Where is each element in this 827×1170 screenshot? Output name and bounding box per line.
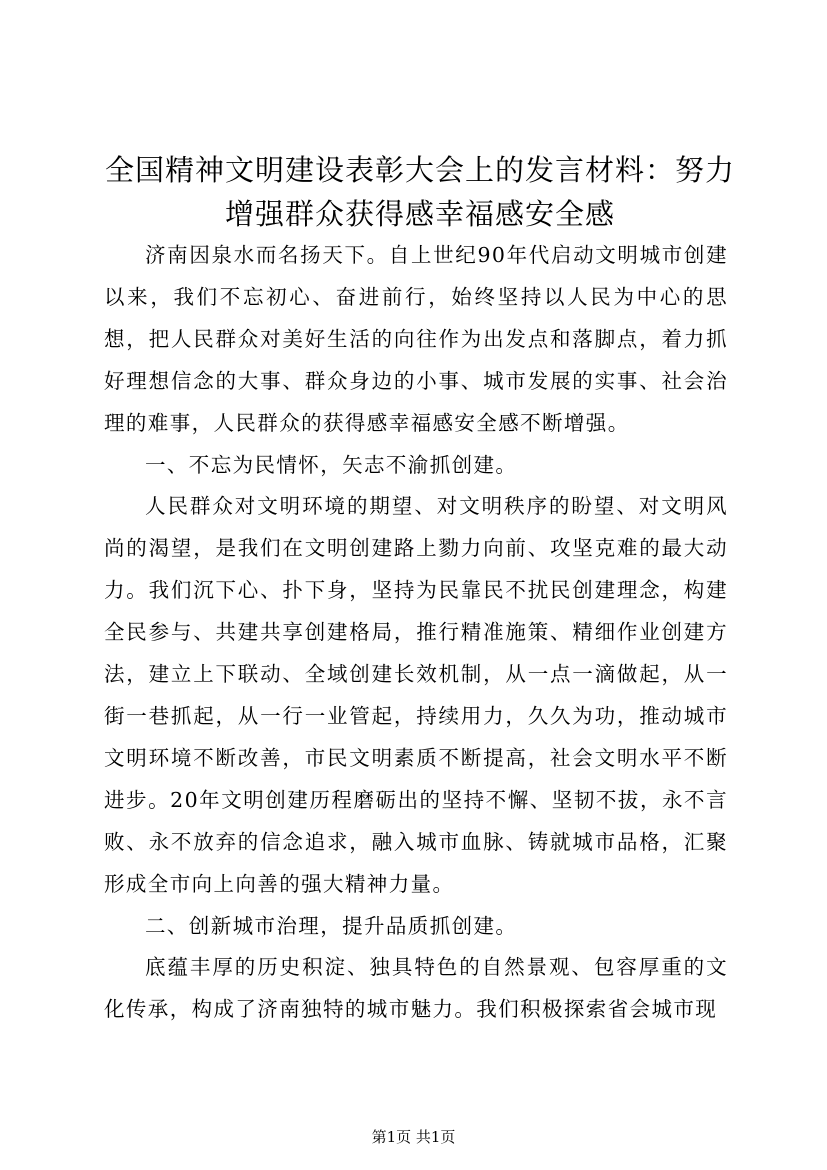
- paragraph-section-2: 底蕴丰厚的历史积淀、独具特色的自然景观、包容厚重的文化传承，构成了济南独特的城市魅力。我们积极探索省会城市现: [104, 955, 728, 1022]
- section-heading-2: 二、创新城市治理，提升品质抓创建。: [145, 913, 518, 938]
- document-body: [104, 235, 728, 1031]
- section-heading-1: 一、不忘为民情怀，矢志不渝抓创建。: [145, 452, 518, 477]
- document-title: 全国精神文明建设表彰大会上的发言材料：努力增强群众获得感幸福感安全感: [104, 153, 735, 231]
- page-footer: 第1页 共1页: [371, 1128, 456, 1146]
- paragraph-section-1: 人民群众对文明环境的期望、对文明秩序的盼望、对文明风尚的渴望，是我们在文明创建路上勠力向前、攻坚克难的最大动力。我们沉下心、扑下身，坚持为民靠民不扰民创建理念，构建全民参与、共建共享创建格局，推行精准施策、精细作业创建方法，建立上下联动、全域创建长效机制，从一点一滴做起，从一街一巷抓起，从一行一业管起，持续用力，久久为功，推动城市文明环境不断改善，市民文明素质不断提高，社会文明水平不断进步。20年文明创建历程磨砺出的坚持不懈、坚韧不拔，永不言败、永不放弃的信念追求，融入城市血脉、铸就城市品格，汇聚形成全市向上向善的强大精神力量。: [104, 494, 728, 896]
- paragraph-intro: 济南因泉水而名扬天下。自上世纪90年代启动文明城市创建以来，我们不忘初心、奋进前行，始终坚持以人民为中心的思想，把人民群众对美好生活的向往作为出发点和落脚点，着力抓好理想信念的大事、群众身边的小事、城市发展的实事、社会治理的难事，人民群众的获得感幸福感安全感不断增强。: [104, 243, 728, 435]
